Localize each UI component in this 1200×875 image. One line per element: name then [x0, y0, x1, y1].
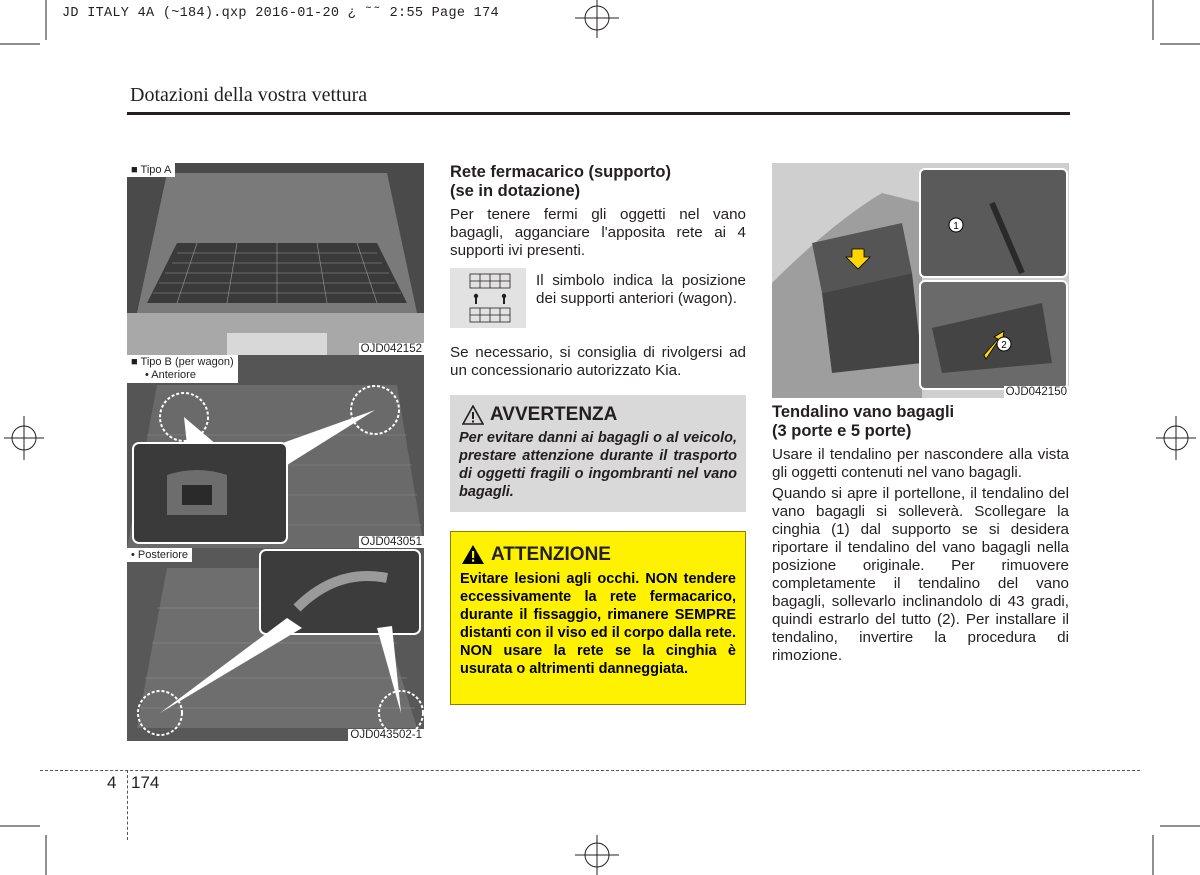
attenzione-body: Evitare lesioni agli occhi. NON tendere eccessivamente la rete fermacarico, durante il fissaggio, rimanere SEMPRE distanti con il viso ed il corpo dalla rete. NON usare la rete se la cinghia è usurata o altrimenti danneggiata.	[460, 571, 736, 677]
avvertenza-title: AVVERTENZA	[490, 404, 618, 425]
figure-caption: • Posteriore	[127, 548, 192, 562]
attenzione-title: ATTENZIONE	[491, 544, 611, 565]
symbol-text: Il simbolo indica la posizione dei supporti anteriori (wagon).	[536, 272, 746, 307]
section-title: Dotazioni della vostra vettura	[130, 84, 368, 106]
footer-rule	[40, 770, 1140, 771]
figure-tipo-a	[127, 163, 424, 355]
net-symbol-icon	[450, 268, 526, 328]
figure-caption: ■ Tipo B (per wagon)	[131, 356, 234, 368]
tendalino-para1: Usare il tendalino per nascondere alla vista gli oggetti contenuti nel vano bagagli.	[772, 446, 1069, 481]
callout-1: 1	[953, 221, 959, 232]
trunk-photo-posteriore	[127, 548, 424, 741]
tendalino-heading: Tendalino vano bagagli (3 porte e 5 porte)	[772, 403, 955, 440]
figure-code: OJD042152	[360, 343, 422, 355]
figure-code: OJD043502-1	[350, 729, 422, 741]
chapter-number: 4	[107, 773, 117, 792]
figure-tendalino	[772, 163, 1069, 398]
rete-section	[450, 163, 746, 380]
trunk-photo-tipo-b	[127, 355, 424, 548]
attenzione-box	[450, 531, 746, 705]
figure-subcaption: • Anteriore	[145, 369, 196, 381]
warning-triangle-icon	[461, 544, 485, 565]
tendalino-section	[772, 403, 1069, 665]
avvertenza-box	[450, 395, 746, 512]
rete-para1: Per tenere fermi gli oggetti nel vano bagagli, agganciare l'apposita rete ai 4 supporti ivi presenti.	[450, 206, 746, 259]
tendalino-para2: Quando si apre il portellone, il tendalino del vano bagagli si solleverà. Scollegare la cinghia (1) dal supporto se si desidera riportare il tendalino del vano bagagli nella posizione originale. Per rimuovere completamente il tendalino del vano bagagli, sollevarlo inclinandolo di 43 gradi, quindi estrarlo del tutto (2). Per installare il tendalino, invertire la procedura di rimozione.	[772, 485, 1069, 664]
figure-code: OJD043051	[360, 536, 422, 548]
avvertenza-body: Per evitare danni ai bagagli o al veicolo, prestare attenzione durante il trasporto di oggetti fragili o ingombranti nel vano bagagli.	[459, 430, 737, 500]
rete-para2: Se necessario, si consiglia di rivolgersi ad un concessionario autorizzato Kia.	[450, 344, 746, 379]
footer-divider	[127, 770, 128, 840]
print-header: JD ITALY 4A (~184).qxp 2016-01-20 ¿ ˜˜ 2:55 Page 174	[62, 6, 499, 21]
rete-heading: Rete fermacarico (supporto) (se in dotazione)	[450, 163, 671, 200]
page-number: 174	[131, 773, 160, 792]
trunk-photo-tipo-a	[127, 163, 424, 355]
title-rule	[127, 112, 1070, 115]
tailgate-photo	[772, 163, 1069, 398]
figure-posteriore	[127, 548, 424, 741]
callout-2: 2	[1001, 340, 1007, 351]
figure-tipo-b	[127, 355, 424, 548]
figure-caption: ■ Tipo A	[127, 163, 175, 177]
figure-code: OJD042150	[1005, 386, 1067, 398]
warning-triangle-icon	[462, 405, 484, 425]
